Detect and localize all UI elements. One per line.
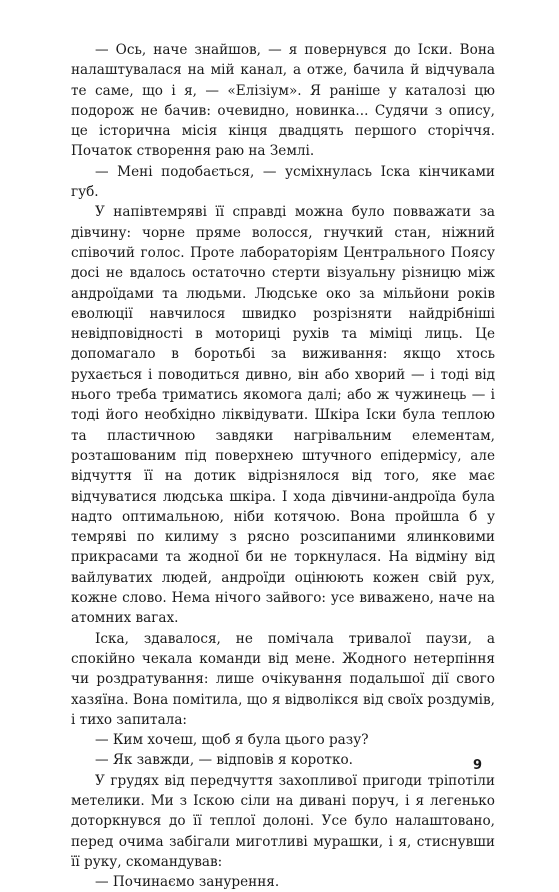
- paragraph-5: — Ким хочеш, щоб я була цього разу?: [95, 732, 369, 749]
- paragraph-4: Іска, здавалося, не помічала тривалої паузи, а спокійно чекала команди від мене. Жодного нетерпіння чи роздратування: лише очікування подальшої дії свого хазяїна. Вона помітила, що я відволікся від своїх роздумів, і тихо запитала:: [71, 630, 495, 728]
- paragraph-8: — Починаємо занурення.: [95, 874, 280, 891]
- paragraph-6: — Як завжди, — відповів я коротко.: [95, 752, 353, 769]
- paragraph-2: — Мені подобається, — усміхнулась Іска кінчиками губ.: [71, 163, 495, 201]
- body-text: [71, 40, 495, 892]
- paragraph-1: — Ось, наче знайшов, — я повернувся до Іски. Вона налаштувалася на мій канал, а отже, бачила й відчувала те саме, що і я, — «Елізіум». Я раніше у каталозі цю подорож не бачив: очевидно, новинка... Судячи з опису, це історична місія кінця двадцять першого сторіччя. Початок створення раю на Землі.: [71, 42, 495, 160]
- page-number: 9: [473, 758, 483, 773]
- paragraph-3: У напівтемряві її справді можна було повважати за дівчину: чорне пряме волосся, гнучкий стан, ніжний співочий голос. Проте лабораторіям Центрального Поясу досі не вдалось остаточно стерти візуальну різницю між андроїдами та людьми. Людське око за мільйони років еволюції навчилося швидко розрізняти найдрібніші невідповідності в моториці рухів та міміці лиць. Це допомагало в боротьбі за виживання: якщо хтось рухається і поводиться дивно, він або хворий — і тоді від нього треба триматись якомога далі; або ж чужинець — і тоді його необхідно ліквідувати. Шкіра Іски була теплою та пластичною завдяки нагрівальним елементам, розташованим під поверхнею штучного епідермісу, але відчуття її на дотик відрізнялося від того, яке має відчуватися людська шкіра. І хода дівчини-андроїда була надто оптимальною, ніби котячою. Вона пройшла б у темряві по килиму з рясно розсипаними ялинковими прикрасами та жодної би не торкнулася. На відміну від вайлуватих людей, андроїди оцінюють кожен свій рух, кожне слово. Нема нічого зайвого: усе виважено, наче на атомних вагах.: [71, 204, 495, 627]
- paragraph-7: У грудях від передчуття захопливої пригоди тріпотіли метелики. Ми з Іскою сіли на дивані поруч, і я легенько доторкнувся до її теплої долоні. Усе було налаштовано, перед очима забігали миготливі мурашки, і я, стиснувши її руку, скомандував:: [71, 772, 495, 870]
